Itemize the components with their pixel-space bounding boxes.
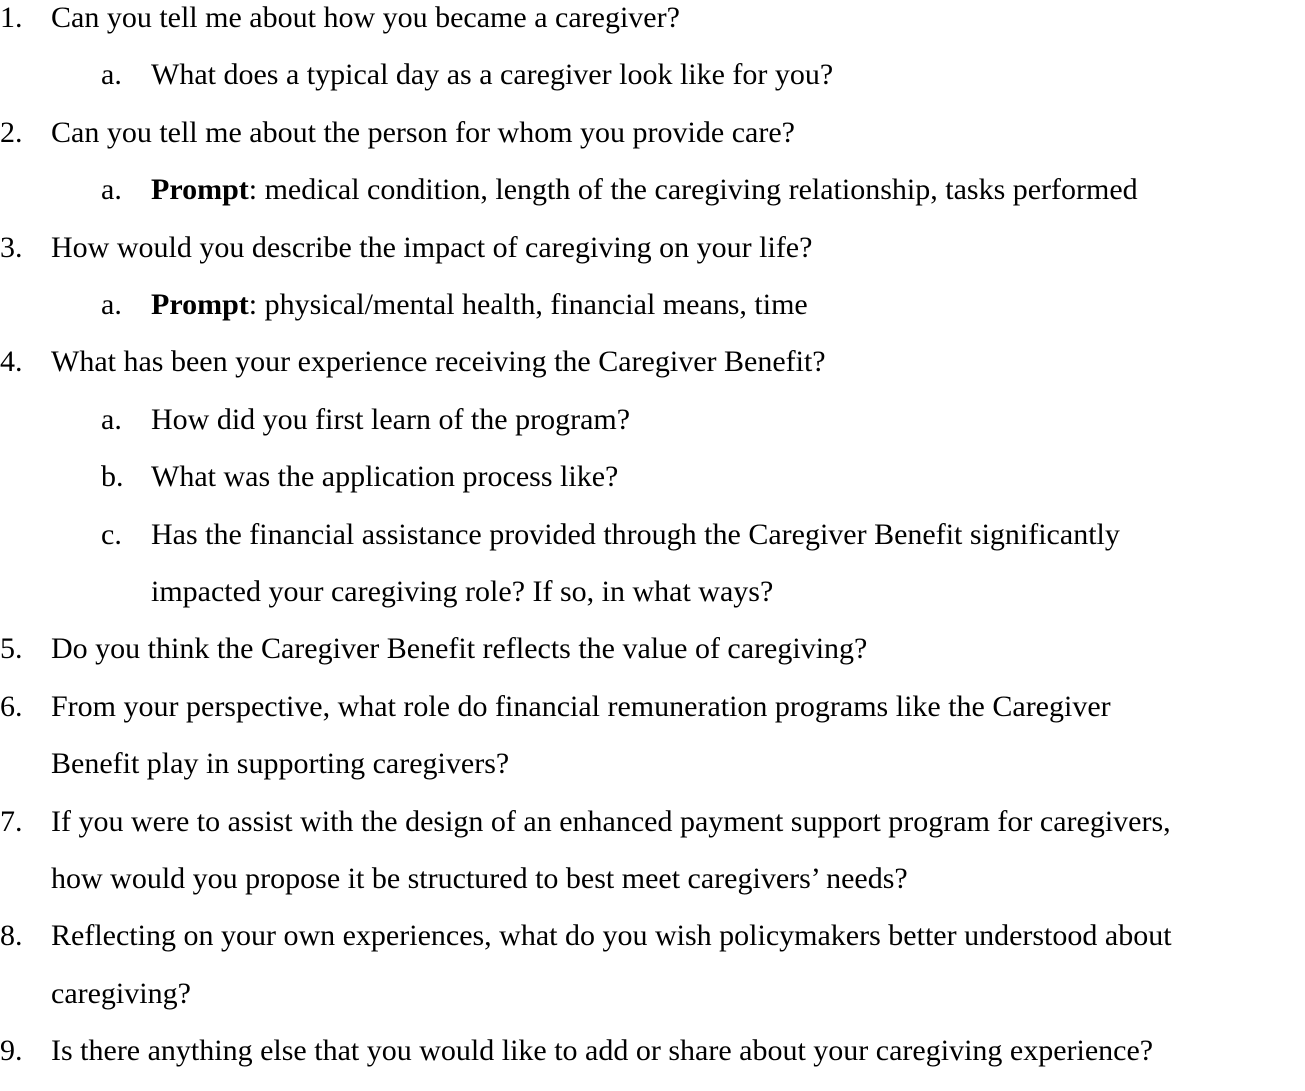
sub-question-letter: a.	[101, 288, 122, 321]
question-text: From your perspective, what role do financial remuneration programs like the Caregiver	[51, 689, 1111, 723]
prompt-label: Prompt	[151, 173, 249, 207]
question-text: Is there anything else that you would like to add or share about your caregiving experience?	[51, 1034, 1154, 1068]
sub-question-letter: c.	[101, 517, 122, 551]
sub-question-text: What was the application process like?	[151, 460, 619, 494]
sub-question-text: Has the financial assistance provided through the Caregiver Benefit significantly	[151, 517, 1120, 551]
sub-question-text	[151, 287, 808, 323]
prompt-text: : medical condition, length of the caregiving relationship, tasks performed	[248, 173, 1138, 207]
question-number: 4.	[0, 345, 23, 379]
question-text: how would you propose it be structured to best meet caregivers’ needs?	[51, 862, 908, 895]
question-text: Reflecting on your own experiences, what do you wish policymakers better understood about	[51, 919, 1172, 953]
question-text: If you were to assist with the design of an enhanced payment support program for caregivers,	[51, 804, 1171, 838]
sub-question-text: impacted your caregiving role? If so, in what ways?	[151, 575, 774, 608]
question-text: Do you think the Caregiver Benefit reflects the value of caregiving?	[51, 632, 868, 666]
question-text: How would you describe the impact of caregiving on your life?	[51, 230, 813, 264]
question-number: 2.	[0, 115, 23, 149]
question-number: 8.	[0, 919, 23, 953]
prompt-label: Prompt	[151, 288, 249, 321]
question-number: 1.	[0, 1, 23, 34]
question-text: Can you tell me about the person for whom you provide care?	[51, 115, 795, 149]
sub-question-letter: b.	[101, 460, 124, 494]
question-text: Can you tell me about how you became a caregiver?	[51, 1, 680, 34]
question-number: 5.	[0, 632, 23, 666]
sub-question-letter: a.	[101, 173, 122, 207]
question-text: caregiving?	[51, 976, 191, 1010]
prompt-text: : physical/mental health, financial means, time	[248, 288, 808, 321]
question-number: 3.	[0, 230, 23, 264]
sub-question-letter: a.	[101, 402, 122, 436]
question-number: 9.	[0, 1034, 23, 1068]
question-text: What has been your experience receiving the Caregiver Benefit?	[51, 345, 826, 379]
sub-question-text: What does a typical day as a caregiver look like for you?	[151, 58, 834, 92]
sub-question-text	[151, 172, 1138, 208]
question-number: 7.	[0, 804, 23, 838]
sub-question-text: How did you first learn of the program?	[151, 402, 631, 436]
question-text: Benefit play in supporting caregivers?	[51, 747, 510, 781]
question-number: 6.	[0, 689, 23, 723]
sub-question-letter: a.	[101, 58, 122, 92]
